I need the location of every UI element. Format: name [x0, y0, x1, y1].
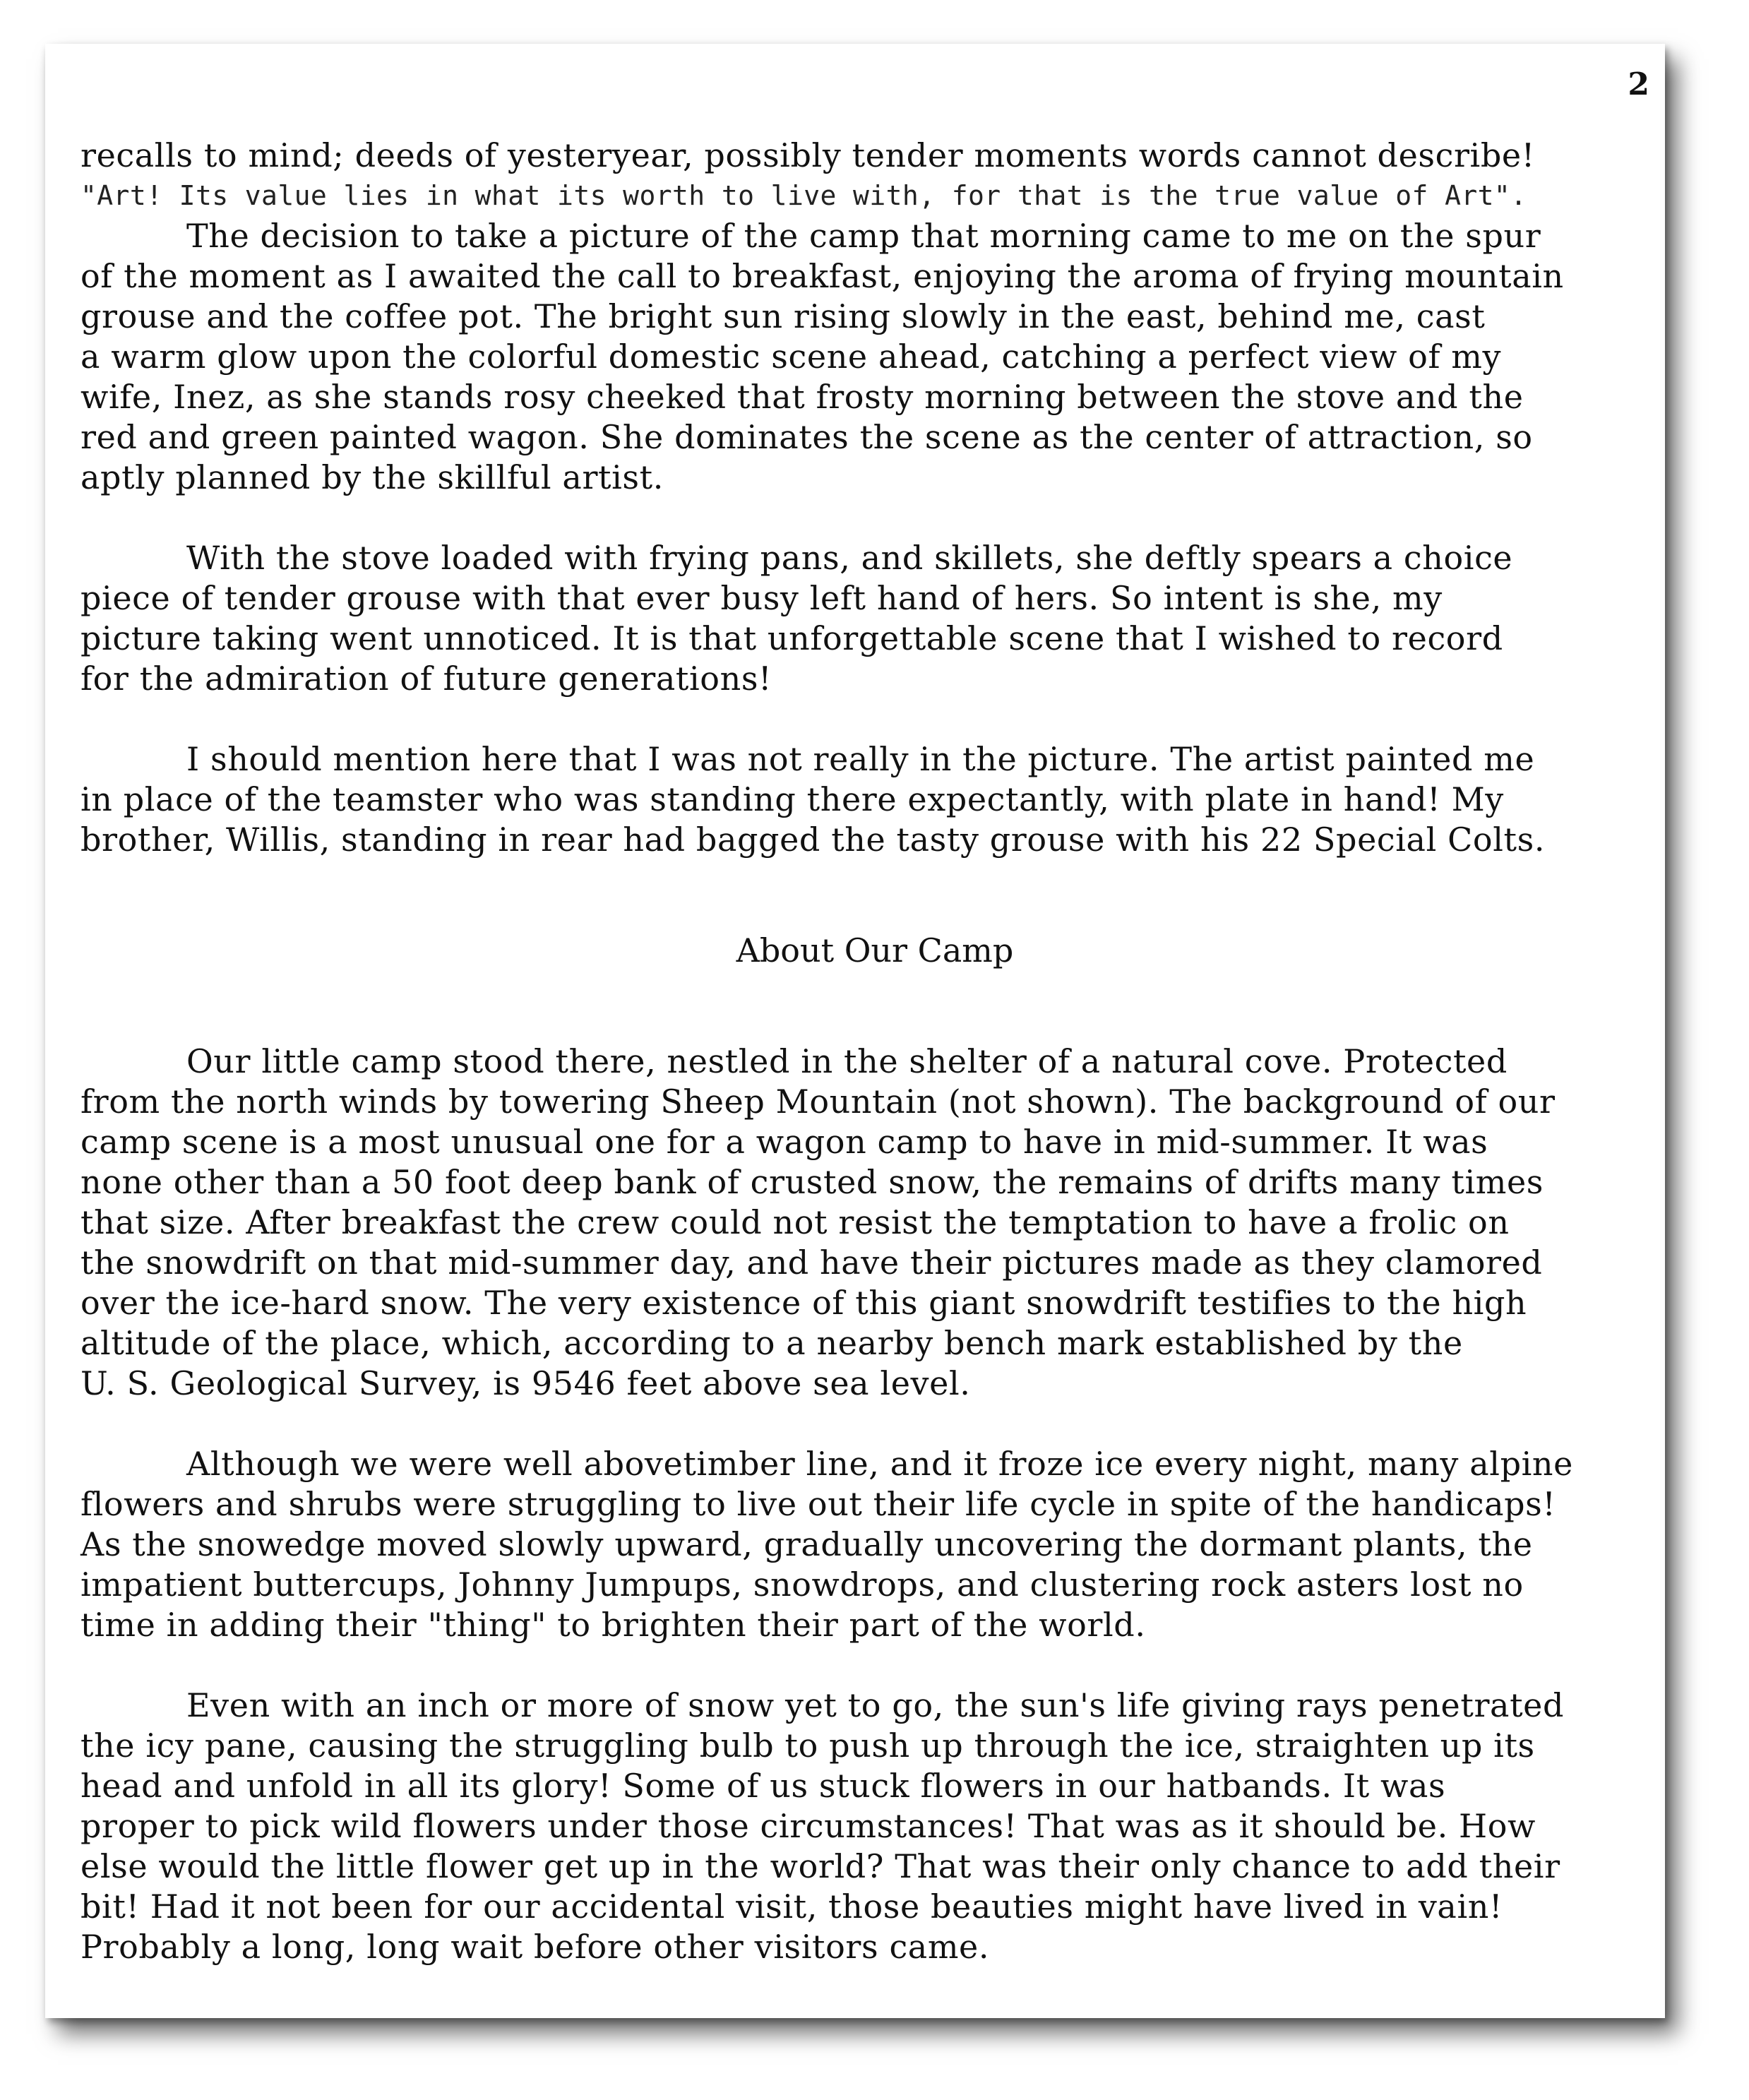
paragraph-camp: [80, 1042, 1641, 1404]
text-line: bit! Had it not been for our accidental visit, those beauties might have lived in vain!: [80, 1887, 1503, 1926]
paragraph-flowers: [80, 1444, 1641, 1645]
text-line: Even with an inch or more of snow yet to go, the sun's life giving rays penetrated: [186, 1686, 1565, 1724]
section-heading: About Our Camp: [736, 931, 1014, 970]
paragraph-teamster: [80, 739, 1641, 860]
text-line: Probably a long, long wait before other visitors came.: [80, 1928, 990, 1966]
text-line: time in adding their "thing" to brighten their part of the world.: [80, 1606, 1146, 1644]
text-line: piece of tender grouse with that ever busy left hand of hers. So intent is she, my: [80, 579, 1443, 617]
text-line: a warm glow upon the colorful domestic scene ahead, catching a perfect view of my: [80, 338, 1502, 376]
text-line: red and green painted wagon. She dominates the scene as the center of attraction, so: [80, 418, 1533, 456]
text-line: the icy pane, causing the struggling bulb to push up through the ice, straighten up its: [80, 1726, 1535, 1765]
intro-line: recalls to mind; deeds of yesteryear, possibly tender moments words cannot describe!: [80, 136, 1535, 174]
paragraph-snow: [80, 1686, 1641, 1967]
art-quote: "Art! Its value lies in what its worth to live with, for that is the true value of Art".: [80, 180, 1527, 211]
text-line: impatient buttercups, Johnny Jumpups, snowdrops, and clustering rock asters lost no: [80, 1565, 1524, 1604]
text-line: camp scene is a most unusual one for a wagon camp to have in mid-summer. It was: [80, 1123, 1488, 1161]
text-line: grouse and the coffee pot. The bright sun rising slowly in the east, behind me, cast: [80, 297, 1486, 335]
paragraph-stove: [80, 538, 1641, 699]
text-line: in place of the teamster who was standing there expectantly, with plate in hand! My: [80, 780, 1504, 818]
text-line: Although we were well abovetimber line, and it froze ice every night, many alpine: [186, 1445, 1573, 1483]
text-line: brother, Willis, standing in rear had bagged the tasty grouse with his 22 Special Colts.: [80, 821, 1546, 859]
text-line: that size. After breakfast the crew could not resist the temptation to have a frolic on: [80, 1203, 1510, 1241]
text-line: the snowdrift on that mid-summer day, and have their pictures made as they clamored: [80, 1243, 1543, 1282]
text-line: altitude of the place, which, according to a nearby bench mark established by the: [80, 1324, 1463, 1362]
text-line: With the stove loaded with frying pans, and skillets, she deftly spears a choice: [186, 539, 1513, 577]
text-line: The decision to take a picture of the camp that morning came to me on the spur: [186, 217, 1541, 255]
text-line: proper to pick wild flowers under those circumstances! That was as it should be. How: [80, 1807, 1536, 1845]
text-line: flowers and shrubs were struggling to live out their life cycle in spite of the handicaps!: [80, 1485, 1556, 1523]
text-line: As the snowedge moved slowly upward, gradually uncovering the dormant plants, the: [80, 1525, 1533, 1563]
text-line: I should mention here that I was not really in the picture. The artist painted me: [186, 740, 1535, 778]
text-line: aptly planned by the skillful artist.: [80, 458, 664, 496]
text-line: of the moment as I awaited the call to breakfast, enjoying the aroma of frying mountain: [80, 257, 1564, 295]
document-page: [45, 44, 1665, 2018]
paragraph-decision: [80, 216, 1641, 498]
text-line: for the admiration of future generations!: [80, 660, 772, 698]
text-line: none other than a 50 foot deep bank of crusted snow, the remains of drifts many times: [80, 1163, 1544, 1201]
page-body: [80, 136, 1641, 1967]
text-line: head and unfold in all its glory! Some of us stuck flowers in our hatbands. It was: [80, 1767, 1446, 1805]
text-line: Our little camp stood there, nestled in the shelter of a natural cove. Protected: [186, 1042, 1508, 1080]
text-line: else would the little flower get up in the world? That was their only chance to add their: [80, 1847, 1560, 1885]
text-line: U. S. Geological Survey, is 9546 feet above sea level.: [80, 1364, 971, 1402]
text-line: wife, Inez, as she stands rosy cheeked that frosty morning between the stove and the: [80, 378, 1524, 416]
page-number: 2: [1628, 66, 1649, 102]
text-line: picture taking went unnoticed. It is that unforgettable scene that I wished to record: [80, 619, 1503, 657]
text-line: over the ice-hard snow. The very existence of this giant snowdrift testifies to the high: [80, 1284, 1527, 1322]
text-line: from the north winds by towering Sheep Mountain (not shown). The background of our: [80, 1082, 1556, 1121]
